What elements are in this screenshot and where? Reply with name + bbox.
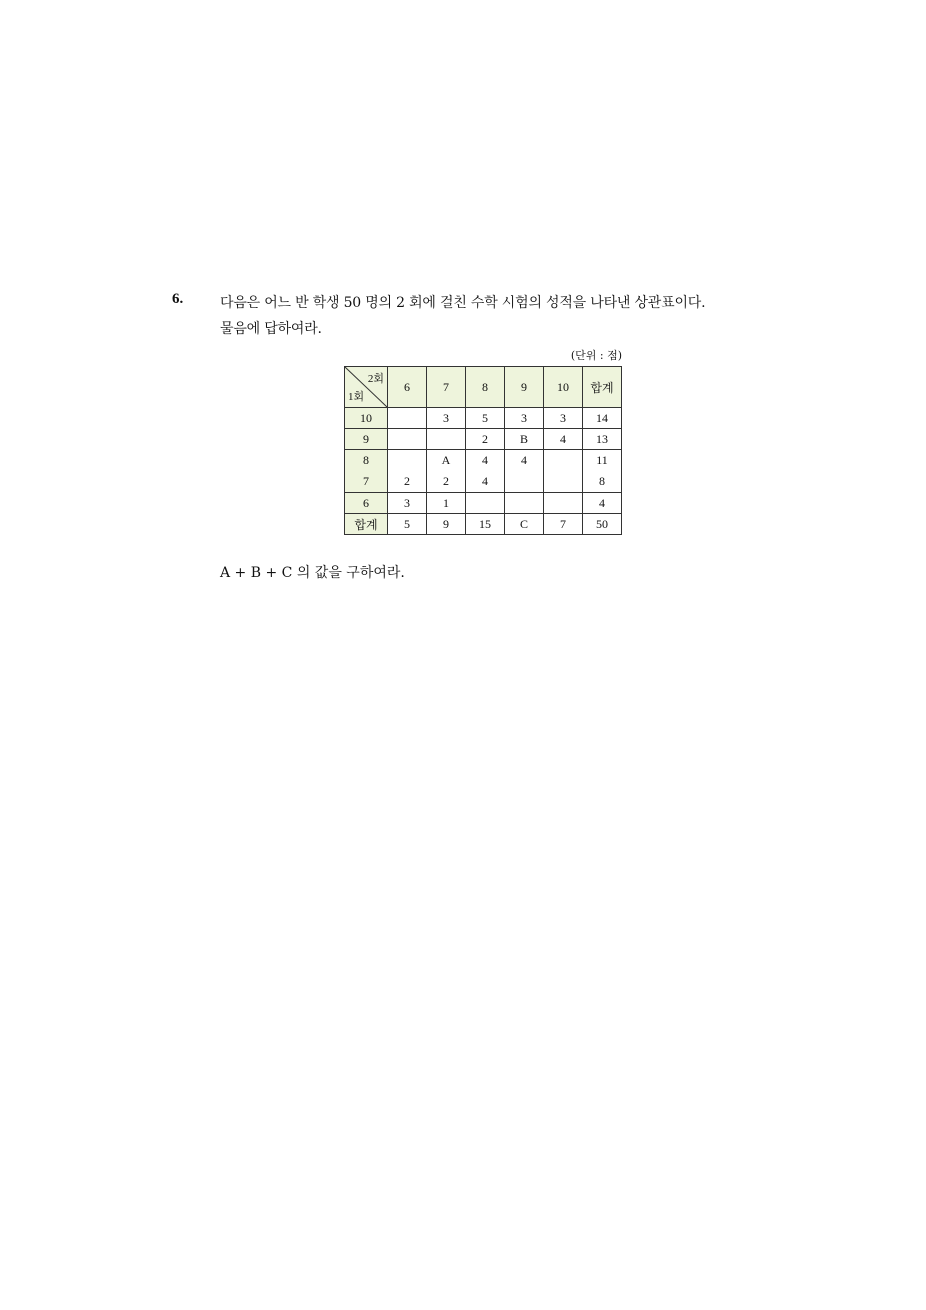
row-header: 7: [363, 474, 369, 488]
table-cell: 2: [404, 474, 410, 488]
row-header-merged: [345, 450, 388, 493]
table-cell-merged: [544, 450, 583, 493]
table-row-total: [345, 514, 622, 535]
table-cell-merged: [388, 450, 427, 493]
table-cell: 9: [427, 514, 466, 535]
table-cell-total: 13: [583, 429, 622, 450]
correlation-table: [344, 366, 622, 535]
table-cell: [388, 429, 427, 450]
table-cell-total: 8: [599, 474, 605, 488]
question-line-2: 물음에 답하여라.: [220, 321, 322, 337]
table-cell: [505, 493, 544, 514]
table-row: [345, 493, 622, 514]
table-cell: 3: [544, 408, 583, 429]
question-prompt: A + B + C 의 값을 구하여라.: [220, 565, 405, 581]
table-cell: 5: [388, 514, 427, 535]
table-cell-total: 11: [596, 453, 608, 467]
table-cell: A: [441, 453, 451, 467]
table-cell: [427, 429, 466, 450]
table-corner-cell: [345, 367, 388, 408]
table-cell-merged: [427, 450, 466, 493]
table-cell: 2: [466, 429, 505, 450]
table-cell: 4: [544, 429, 583, 450]
question-number: 6.: [172, 291, 184, 307]
table-cell-total: 4: [583, 493, 622, 514]
table-cell: [544, 471, 582, 492]
table-row-merged: [345, 450, 622, 493]
column-header: 9: [505, 367, 544, 408]
table-cell: [505, 471, 543, 492]
table-cell-merged: [505, 450, 544, 493]
table-row: [345, 408, 622, 429]
table-cell: [388, 408, 427, 429]
table-cell: [544, 450, 582, 471]
table-header-row: [345, 367, 622, 408]
column-header-total: 합계: [583, 367, 622, 408]
table-cell: 4: [482, 474, 488, 488]
table-cell: 3: [388, 493, 427, 514]
table-cell-grand-total: 50: [583, 514, 622, 535]
table-cell: B: [505, 429, 544, 450]
row-header: 6: [345, 493, 388, 514]
row-header-total: 합계: [345, 514, 388, 535]
table-cell-merged: [466, 450, 505, 493]
table-cell: 7: [544, 514, 583, 535]
table-cell-merged: [583, 450, 622, 493]
table-cell: C: [505, 514, 544, 535]
table-cell: 4: [521, 453, 527, 467]
table-cell: 5: [466, 408, 505, 429]
table-cell: [388, 450, 426, 471]
table-cell: 1: [427, 493, 466, 514]
table-row: [345, 429, 622, 450]
column-header: 7: [427, 367, 466, 408]
table-cell: 2: [443, 474, 449, 488]
table-cell: [466, 493, 505, 514]
table-cell: 3: [427, 408, 466, 429]
table-cell: 3: [505, 408, 544, 429]
corner-label-round2: 2회: [367, 373, 384, 385]
unit-label: (단위 : 점): [570, 349, 622, 362]
row-header: 10: [345, 408, 388, 429]
row-header: 9: [345, 429, 388, 450]
table-cell: 15: [466, 514, 505, 535]
corner-label-round1: 1회: [348, 391, 365, 403]
row-header: 8: [363, 453, 369, 467]
table-cell-total: 14: [583, 408, 622, 429]
column-header: 10: [544, 367, 583, 408]
column-header: 6: [388, 367, 427, 408]
column-header: 8: [466, 367, 505, 408]
question-line-1: 다음은 어느 반 학생 50 명의 2 회에 걸친 수학 시험의 성적을 나타낸 상관표이다.: [220, 295, 706, 311]
table-cell: 4: [482, 453, 488, 467]
question-stem: [220, 290, 705, 342]
table-cell: [544, 493, 583, 514]
